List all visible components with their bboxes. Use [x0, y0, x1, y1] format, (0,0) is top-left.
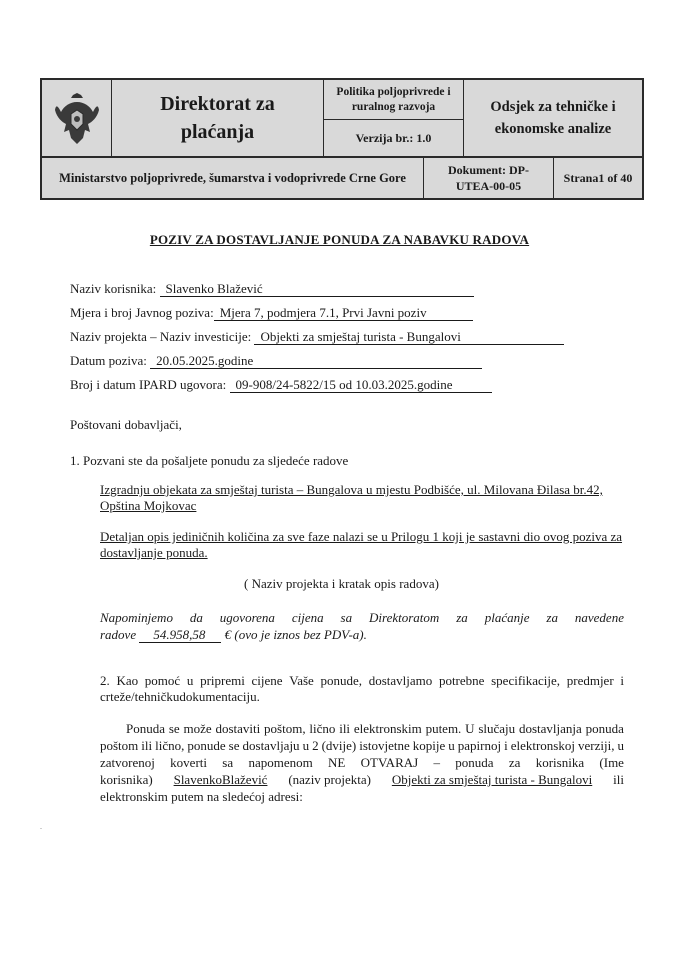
delivery-word: putem. [425, 721, 462, 736]
delivery-word: elektronskim [353, 721, 422, 736]
note-word: Napominjemo [100, 610, 173, 625]
delivery-word: ili [339, 721, 351, 736]
item-2-line-1 [100, 672, 624, 689]
item2-word: ponude, [320, 673, 363, 688]
works-line-1: Izgradnju objekata za smještaj turista – Bungalova u mjestu Podbišće, ul. Milovana Đilasa br.42, [100, 482, 603, 497]
delivery-word: može [183, 721, 212, 736]
note-post: € (ovo je iznos bez PDV-a). [224, 627, 367, 642]
greeting: Poštovani dobavljači, [70, 417, 182, 432]
item2-word: specifikacije, [491, 673, 561, 688]
note-line-2 [100, 626, 367, 643]
item2-word: pomoć [144, 673, 181, 688]
note-line-1 [100, 609, 624, 626]
delivery-word: NE [328, 755, 346, 770]
version-label: Verzija br.: 1.0 [324, 120, 464, 158]
date-label: Datum poziva: [70, 353, 147, 368]
scan-mark [40, 828, 42, 829]
item2-word: pripremi [200, 673, 245, 688]
delivery-word: napomenom [248, 755, 313, 770]
delivery-line-3 [100, 754, 624, 771]
delivery-word: u [617, 738, 624, 753]
delivery-word: u [448, 738, 455, 753]
note-word: ugovorena [219, 610, 275, 625]
delivery-word: poštom, [264, 721, 306, 736]
delivery-word: elektronskoj [510, 738, 575, 753]
delivery-word: OTVARAJ [360, 755, 419, 770]
delivery-word: se [168, 721, 180, 736]
note-word: za [456, 610, 468, 625]
item2-word: cijene [251, 673, 283, 688]
delivery-word: dostavljaju [242, 738, 300, 753]
item-2-line-2: crteže/tehničkudokumentaciju. [100, 689, 260, 704]
delivery-word: – [433, 755, 440, 770]
works-line-2: Opština Mojkovac [100, 498, 197, 513]
date-value: 20.05.2025.godine [150, 353, 482, 369]
page-title [0, 232, 679, 248]
note-word: plaćanje [484, 610, 530, 625]
delivery-word: ponuda [455, 755, 494, 770]
directorate-title: Direktorat za plaćanja [112, 80, 324, 158]
date-field [70, 352, 482, 369]
delivery-word: korisnika [535, 755, 585, 770]
item-1: 1. Pozvani ste da pošaljete ponudu za sljedeće radove [70, 453, 349, 468]
page-title-text: POZIV ZA DOSTAVLJANJE PONUDA ZA NABAVKU RADOVA [149, 232, 530, 247]
item2-word: Vaše [289, 673, 314, 688]
delivery-word: u [302, 738, 310, 753]
note-pre: radove [100, 627, 137, 642]
note-word: cijena [291, 610, 324, 625]
note-amount: 54.958,58 [139, 627, 221, 643]
delivery-line-5: elektronskim putem na sledećoj adresi: [100, 789, 303, 804]
project-field [70, 328, 564, 345]
delivery-line-4 [100, 771, 624, 788]
delivery-user: SlavenkoBlažević [173, 772, 268, 787]
project-label: Naziv projekta – Naziv investicije: [70, 329, 252, 344]
item2-word: 2. [100, 673, 110, 688]
item2-word: predmjer [566, 673, 614, 688]
delivery-line-1 [126, 720, 624, 737]
delivery-word: slučaju [478, 721, 516, 736]
delivery-word: (dvije) [321, 738, 357, 753]
document-header [40, 78, 644, 200]
contract-field [70, 376, 492, 393]
project-value: Objekti za smještaj turista - Bungalovi [254, 329, 564, 345]
delivery-word: ponuda [585, 721, 624, 736]
works-caption: ( Naziv projekta i kratak opis radova) [244, 576, 439, 591]
contract-label: Broj i datum IPARD ugovora: [70, 377, 227, 392]
delivery-word: korisnika) [100, 772, 153, 787]
delivery-word: ili [141, 738, 153, 753]
delivery-word: verziji, [577, 738, 615, 753]
coat-of-arms-icon [54, 92, 100, 146]
delivery-word: koverti [170, 755, 207, 770]
delivery-word: dostaviti [215, 721, 261, 736]
delivery-word: poštom [100, 738, 139, 753]
delivery-word: kopije [412, 738, 446, 753]
note-word: Direktoratom [369, 610, 440, 625]
item2-word: i [620, 673, 624, 688]
user-value: Slavenko Blažević [160, 281, 474, 297]
delivery-word: se [228, 738, 240, 753]
delivery-word: (Ime [599, 755, 624, 770]
delivery-word: U [465, 721, 475, 736]
delivery-word: zatvorenoj [100, 755, 155, 770]
delivery-word: ponude [187, 738, 226, 753]
contract-value: 09-908/24-5822/15 od 10.03.2025.godine [230, 377, 492, 393]
item2-word: potrebne [438, 673, 485, 688]
user-field [70, 280, 474, 297]
delivery-line-2 [100, 737, 624, 754]
call-value: Mjera 7, podmjera 7.1, Prvi Javni poziv [214, 305, 473, 321]
note-word: za [546, 610, 558, 625]
item2-word: Kao [116, 673, 139, 688]
call-label: Mjera i broj Javnog poziva: [70, 305, 214, 320]
delivery-word: papirnoj [457, 738, 502, 753]
delivery-word: istovjetne [359, 738, 410, 753]
delivery-word: (naziv projekta) [288, 772, 371, 787]
delivery-word: lično, [155, 738, 185, 753]
detail-line-1: Detaljan opis jediničnih količina za sve faze nalazi se u Prilogu 1 koji je sastavni dio ovog poziva za [100, 529, 623, 544]
crest-cell [42, 80, 112, 158]
note-word: sa [340, 610, 353, 625]
delivery-word: lično [309, 721, 336, 736]
note-word: da [189, 610, 203, 625]
delivery-word: 2 [312, 738, 319, 753]
delivery-word: dostavljanja [518, 721, 582, 736]
policy-label: Politika poljoprivrede i ruralnog razvoja [324, 80, 464, 120]
delivery-word: ili [613, 772, 624, 787]
ministry-label: Ministarstvo poljoprivrede, šumarstva i vodoprivrede Crne Gore [42, 158, 424, 198]
delivery-word: i [504, 738, 508, 753]
department-title: Odsjek za tehničke i ekonomske analize [464, 80, 642, 158]
delivery-word: Ponuda [126, 721, 165, 736]
item2-word: dostavljamo [368, 673, 433, 688]
call-field [70, 304, 473, 321]
delivery-word: sa [222, 755, 234, 770]
delivery-project: Objekti za smještaj turista - Bungalovi [391, 772, 593, 787]
user-label: Naziv korisnika: [70, 281, 157, 296]
delivery-word: za [508, 755, 521, 770]
item2-word: u [186, 673, 194, 688]
page-number: Strana1 of 40 [563, 170, 633, 185]
document-id: Dokument: DP-UTEA-00-05 [424, 158, 554, 198]
detail-line-2: dostavljanje ponuda. [100, 545, 208, 560]
note-word: navedene [574, 610, 624, 625]
